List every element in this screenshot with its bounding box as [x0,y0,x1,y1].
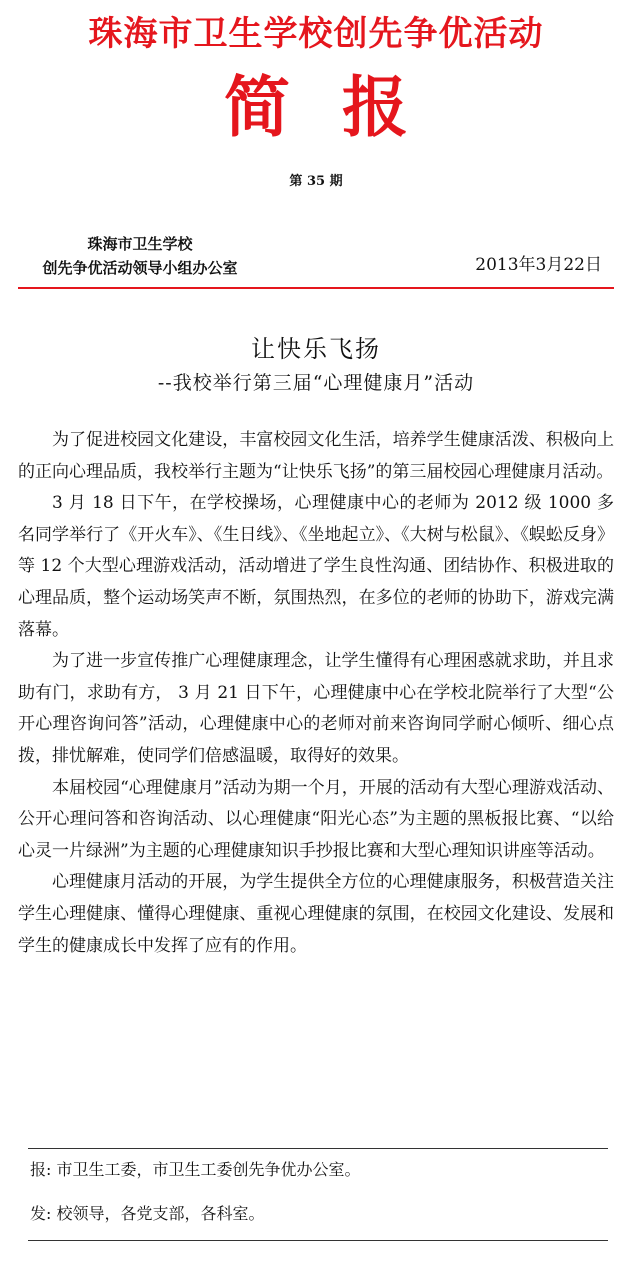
article-body [18,425,614,962]
article-paragraph-3: 为了进一步宣传推广心理健康理念，让学生懂得有心理困惑就求助，并且求助有门，求助有方， 3 月 21 日下午，心理健康中心在学校北院举行了大型“公开心理咨询问答”活动，心理健康中心的老师对前来咨询同学耐心倾听、细心点拨，排忧解难，使同学们倍感温暖，取得好的效果。 [18,651,614,766]
send-label: 发: [30,1204,52,1223]
article-paragraph-5: 心理健康月活动的开展，为学生提供全方位的心理健康服务，积极营造关注学生心理健康、懂得心理健康、重视心理健康的氛围，在校园文化建设、发展和学生的健康成长中发挥了应有的作用。 [18,872,614,956]
publisher-line-2: 创先争优活动领导小组办公室 [42,259,238,277]
distribution-report-line [30,1157,610,1183]
issue-number: 第 35 期 [289,174,343,189]
article-paragraph-1: 为了促进校园文化建设，丰富校园文化生活，培养学生健康活泼、积极向上的正向心理品质，我校举行主题为“让快乐飞扬”的第三届校园心理健康月活动。 [18,430,614,482]
publisher-block [20,232,260,280]
bulletin-masthead-brief [0,68,632,148]
footer-divider-top [28,1148,608,1149]
distribution-send-line [30,1201,610,1227]
bulletin-masthead-title: 珠海市卫生学校创先争优活动 [88,14,544,54]
publisher-line-1: 珠海市卫生学校 [87,235,193,253]
article-paragraph-2: 3 月 18 日下午，在学校操场，心理健康中心的老师为 2012 级 1000 多名同学举行了《开火车》、《生日线》、《坐地起立》、《大树与松鼠》、《蜈蚣反身》等 12 个大型心理游戏活动，活动增进了学生良性沟通、团结协作、积极进取的心理品质，整个运动场笑声不断，氛围热烈，在多位的老师的协助下，游戏完满落幕。 [18,493,614,640]
send-value: 校领导，各党支部，各科室。 [56,1204,265,1223]
report-label: 报: [30,1160,52,1179]
issue-date: 2013年3月22日 [475,255,602,275]
report-value: 市卫生工委，市卫生工委创先争优办公室。 [56,1160,361,1179]
article-title: 让快乐飞扬 [251,335,381,363]
article-paragraph-4: 本届校园“心理健康月”活动为期一个月，开展的活动有大型心理游戏活动、公开心理问答和咨询活动、以心理健康“阳光心态”为主题的黑板报比赛、“以给心灵一片绿洲”为主题的心理健康知识手抄报比赛和大型心理知识讲座等活动。 [18,777,614,861]
footer-divider-bottom [28,1240,608,1241]
article-subtitle: --我校举行第三届“心理健康月”活动 [157,372,475,394]
header-divider [18,287,614,289]
brief-char-2: 报 [342,69,408,146]
brief-char-1: 简 [224,69,290,146]
